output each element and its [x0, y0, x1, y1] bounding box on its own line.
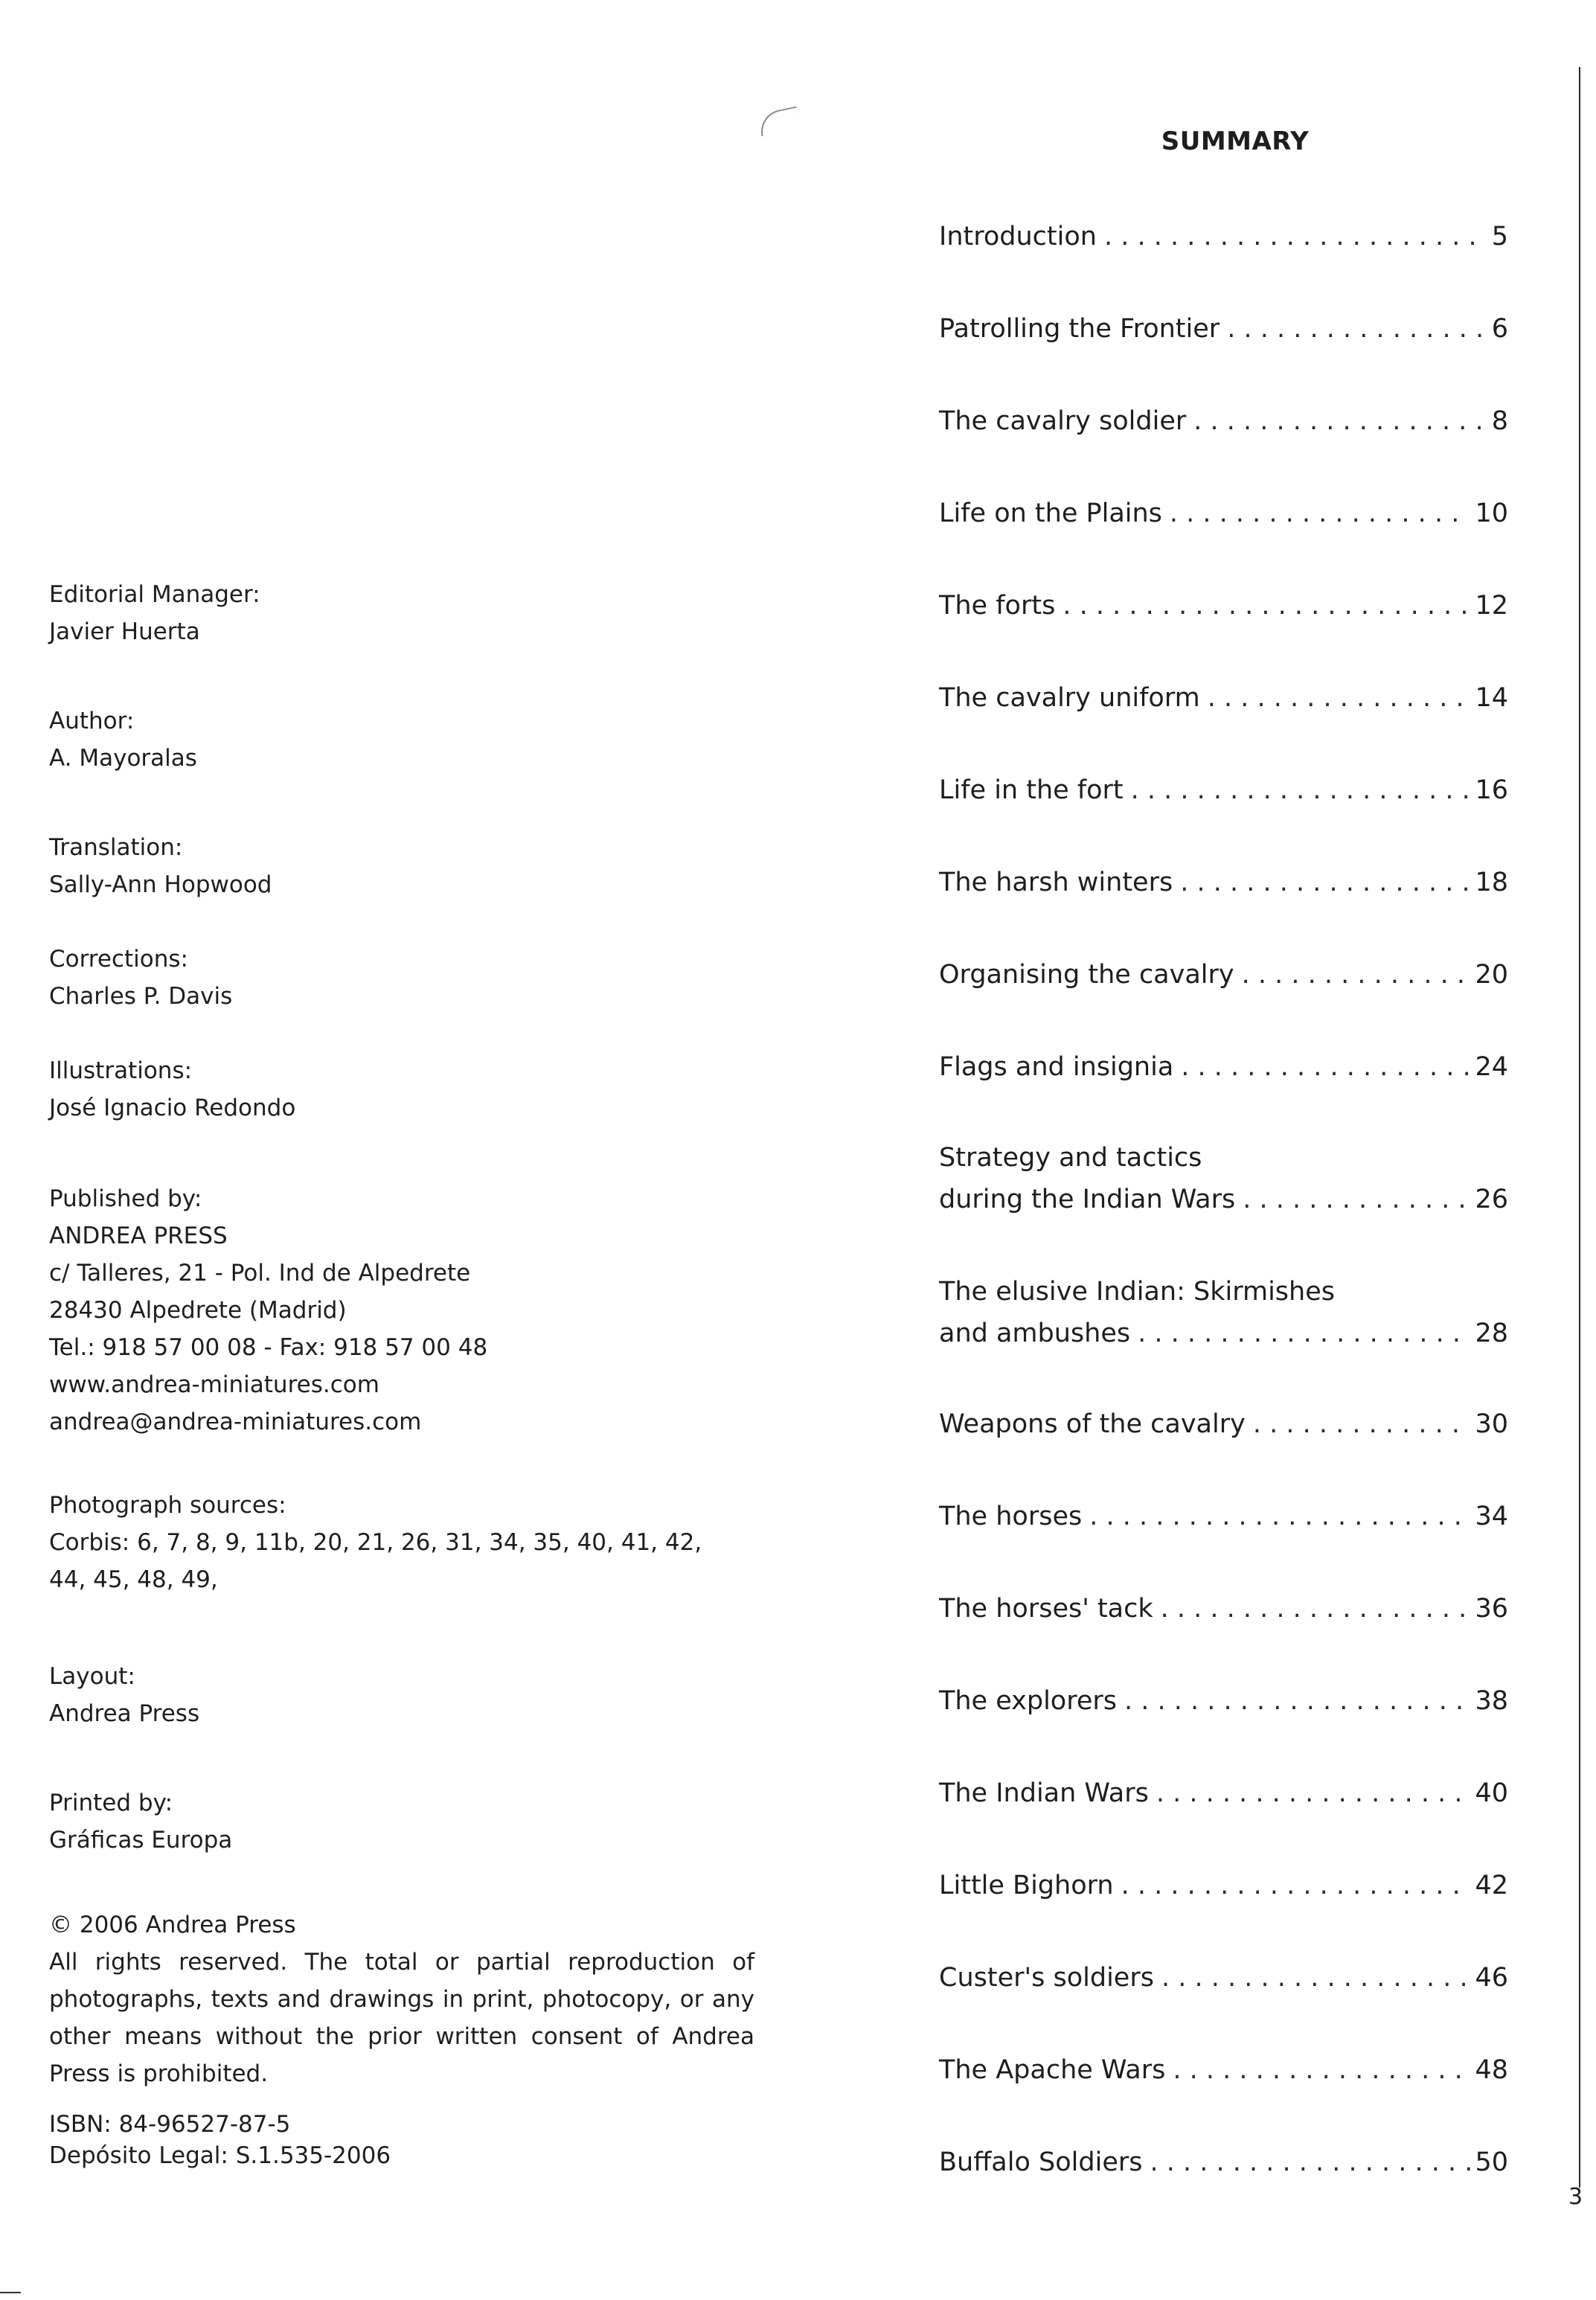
- toc-entry-page: 38: [1475, 1686, 1508, 1716]
- toc-entry-page: 18: [1475, 868, 1508, 897]
- toc-entry-page: 28: [1475, 1319, 1508, 1348]
- toc-entry-title-line: during the Indian Wars: [939, 1185, 1236, 1214]
- toc-leader: [1173, 2049, 1470, 2091]
- toc-entry-strategy-and-tactics[interactable]: [939, 1137, 1508, 1220]
- toc-entry-introduction[interactable]: [939, 216, 1508, 257]
- toc-entry-the-explorers[interactable]: [939, 1680, 1508, 1722]
- toc-entry-page: 36: [1475, 1594, 1508, 1624]
- toc-entry-page: 26: [1475, 1185, 1508, 1214]
- toc-entry-title: Organising the cavalry: [939, 960, 1234, 990]
- credit-label: Author:: [49, 708, 135, 734]
- credit-corrections: [49, 941, 763, 1015]
- credit-publisher: [49, 1180, 763, 1441]
- toc-entry-title: Life on the Plains: [939, 499, 1162, 528]
- toc-entry-life-on-the-plains[interactable]: [939, 493, 1508, 534]
- toc-entry-title: The Apache Wars: [939, 2055, 1166, 2085]
- toc-entry-the-cavalry-soldier[interactable]: [939, 400, 1508, 442]
- toc-leader: [1253, 1403, 1471, 1445]
- toc-entry-title-line: and ambushes: [939, 1319, 1131, 1348]
- toc-leader: [1242, 954, 1471, 996]
- toc-entry-title: The explorers: [939, 1686, 1117, 1716]
- publisher-address: 28430 Alpedrete (Madrid): [49, 1297, 347, 1324]
- toc-entry-the-elusive-indian[interactable]: [939, 1271, 1508, 1354]
- publisher-phone: Tel.: 918 57 00 08 - Fax: 918 57 00 48: [49, 1334, 488, 1361]
- credit-label: Published by:: [49, 1185, 202, 1212]
- publisher-email-link[interactable]: andrea@andrea-miniatures.com: [49, 1409, 422, 1435]
- page-edge-rule: [1579, 67, 1580, 2188]
- toc-leader: [1138, 1313, 1470, 1354]
- toc-entry-page: 12: [1475, 591, 1508, 621]
- toc-entry-page: 46: [1475, 1963, 1508, 1993]
- toc-entry-page: 24: [1475, 1052, 1508, 1082]
- toc-entry-title: Introduction: [939, 222, 1097, 252]
- toc-entry-page: 14: [1475, 683, 1508, 713]
- toc-entry-patrolling-the-frontier[interactable]: [939, 308, 1508, 350]
- toc-entry-page: 8: [1491, 406, 1508, 436]
- credit-label: Corrections:: [49, 946, 188, 973]
- toc-leader: [1193, 400, 1487, 442]
- toc-entry-title: Life in the fort: [939, 775, 1124, 805]
- summary-title: SUMMARY: [1161, 126, 1310, 156]
- publisher-website-link[interactable]: www.andrea-miniatures.com: [49, 1371, 379, 1398]
- credit-value: Sally-Ann Hopwood: [49, 871, 272, 898]
- toc-entry-the-forts[interactable]: [939, 585, 1508, 627]
- toc-entry-page: 10: [1475, 499, 1508, 528]
- toc-leader: [1208, 677, 1471, 719]
- credit-label: Translation:: [49, 834, 183, 861]
- toc-leader: [1181, 1046, 1470, 1088]
- credit-value: José Ignacio Redondo: [49, 1095, 296, 1121]
- toc-entry-title: Little Bighorn: [939, 1871, 1114, 1900]
- page-number: 3: [1568, 2184, 1583, 2210]
- toc-entry-title: Weapons of the cavalry: [939, 1409, 1246, 1439]
- toc-entry-little-bighorn[interactable]: [939, 1865, 1508, 1906]
- toc-entry-page: 50: [1475, 2147, 1508, 2177]
- toc-leader: [1131, 769, 1471, 811]
- toc-entry-title: Custer's soldiers: [939, 1963, 1154, 1993]
- toc-leader: [1170, 493, 1471, 534]
- credit-value: Gráficas Europa: [49, 1827, 233, 1854]
- toc-entry-title: The forts: [939, 591, 1056, 621]
- credit-label: Editorial Manager:: [49, 581, 260, 608]
- credit-printed: [49, 1784, 763, 1859]
- publication-ids: [49, 2109, 763, 2171]
- toc-entry-page: 48: [1475, 2055, 1508, 2085]
- toc-entry-title: The cavalry soldier: [939, 406, 1187, 436]
- toc-entry-page: 40: [1475, 1778, 1508, 1808]
- toc-leader: [1104, 216, 1487, 257]
- toc-leader: [1227, 308, 1487, 350]
- toc-leader: [1124, 1680, 1470, 1722]
- toc-leader: [1089, 1496, 1470, 1537]
- toc-entry-title: Buffalo Soldiers: [939, 2147, 1143, 2177]
- toc-entry-title: Patrolling the Frontier: [939, 314, 1220, 344]
- scan-mark: [757, 106, 801, 137]
- toc-entry-title: The horses: [939, 1502, 1083, 1531]
- credit-translation: [49, 829, 763, 903]
- toc-entry-the-harsh-winters[interactable]: [939, 862, 1508, 903]
- toc-entry-the-cavalry-uniform[interactable]: [939, 677, 1508, 719]
- toc-leader: [1156, 1772, 1471, 1814]
- toc-entry-custers-soldiers[interactable]: [939, 1957, 1508, 1999]
- credit-illustrations: [49, 1052, 763, 1127]
- toc-entry-title: The horses' tack: [939, 1594, 1153, 1624]
- toc-leader: [1243, 1179, 1470, 1220]
- credit-value: Corbis: 6, 7, 8, 9, 11b, 20, 21, 26, 31, 34, 35, 40, 41, 42,: [49, 1529, 702, 1556]
- copyright-notice: [49, 1906, 763, 1944]
- toc-entry-the-apache-wars[interactable]: [939, 2049, 1508, 2091]
- credit-editorial-manager: [49, 576, 763, 650]
- toc-leader: [1150, 2142, 1470, 2183]
- credit-value: Andrea Press: [49, 1700, 200, 1727]
- toc-entry-the-indian-wars[interactable]: [939, 1772, 1508, 1814]
- toc-entry-page: 20: [1475, 960, 1508, 990]
- toc-entry-the-horses[interactable]: [939, 1496, 1508, 1537]
- credit-label: Printed by:: [49, 1790, 173, 1816]
- isbn: ISBN: 84-96527-87-5: [49, 2111, 291, 2138]
- toc-entry-page: 30: [1475, 1409, 1508, 1439]
- rights-statement: All rights reserved. The total or partial reproduction of photographs, texts and drawings in print, photocopy, or any other means without the prior written consent of Andrea Press is prohibited.: [49, 1949, 754, 2087]
- toc-leader: [1180, 862, 1470, 903]
- toc-entry-buffalo-soldiers[interactable]: [939, 2142, 1508, 2183]
- credit-photo-sources: [49, 1487, 763, 1598]
- toc-leader: [1063, 585, 1470, 627]
- credit-label: Photograph sources:: [49, 1492, 286, 1519]
- publisher-name: ANDREA PRESS: [49, 1223, 228, 1249]
- credit-author: [49, 702, 763, 777]
- copyright-line: © 2006 Andrea Press: [49, 1912, 296, 1938]
- credit-label: Layout:: [49, 1663, 135, 1690]
- deposito-legal: Depósito Legal: S.1.535-2006: [49, 2142, 391, 2169]
- publisher-address: c/ Talleres, 21 - Pol. Ind de Alpedrete: [49, 1260, 471, 1287]
- credit-value: Javier Huerta: [49, 618, 200, 645]
- toc-entry-page: 5: [1491, 222, 1508, 252]
- crop-mark: [0, 2292, 21, 2293]
- toc-entry-title: The harsh winters: [939, 868, 1173, 897]
- toc-entry-life-in-the-fort[interactable]: [939, 769, 1508, 811]
- toc-entry-title: Flags and insignia: [939, 1052, 1174, 1082]
- toc-entry-title: The cavalry uniform: [939, 683, 1200, 713]
- toc-entry-weapons-of-the-cavalry[interactable]: [939, 1403, 1508, 1445]
- toc-entry-page: 6: [1491, 314, 1508, 344]
- toc-entry-page: 42: [1475, 1871, 1508, 1900]
- toc-leader: [1121, 1865, 1471, 1906]
- credit-label: Illustrations:: [49, 1057, 193, 1084]
- toc-leader: [1161, 1588, 1471, 1630]
- toc-entry-page: 16: [1475, 775, 1508, 805]
- toc-entry-organising-the-cavalry[interactable]: [939, 954, 1508, 996]
- toc-entry-the-horses-tack[interactable]: [939, 1588, 1508, 1630]
- credit-value: 44, 45, 48, 49,: [49, 1566, 218, 1593]
- toc-entry-title-line: Strategy and tactics: [939, 1143, 1202, 1173]
- toc-leader: [1161, 1957, 1470, 1999]
- toc-entry-title: The Indian Wars: [939, 1778, 1149, 1808]
- credit-layout: [49, 1658, 763, 1732]
- credit-value: A. Mayoralas: [49, 745, 197, 772]
- toc-entry-title-line: The elusive Indian: Skirmishes: [939, 1277, 1335, 1307]
- credit-value: Charles P. Davis: [49, 983, 233, 1010]
- toc-entry-page: 34: [1475, 1502, 1508, 1531]
- toc-entry-flags-and-insignia[interactable]: [939, 1046, 1508, 1088]
